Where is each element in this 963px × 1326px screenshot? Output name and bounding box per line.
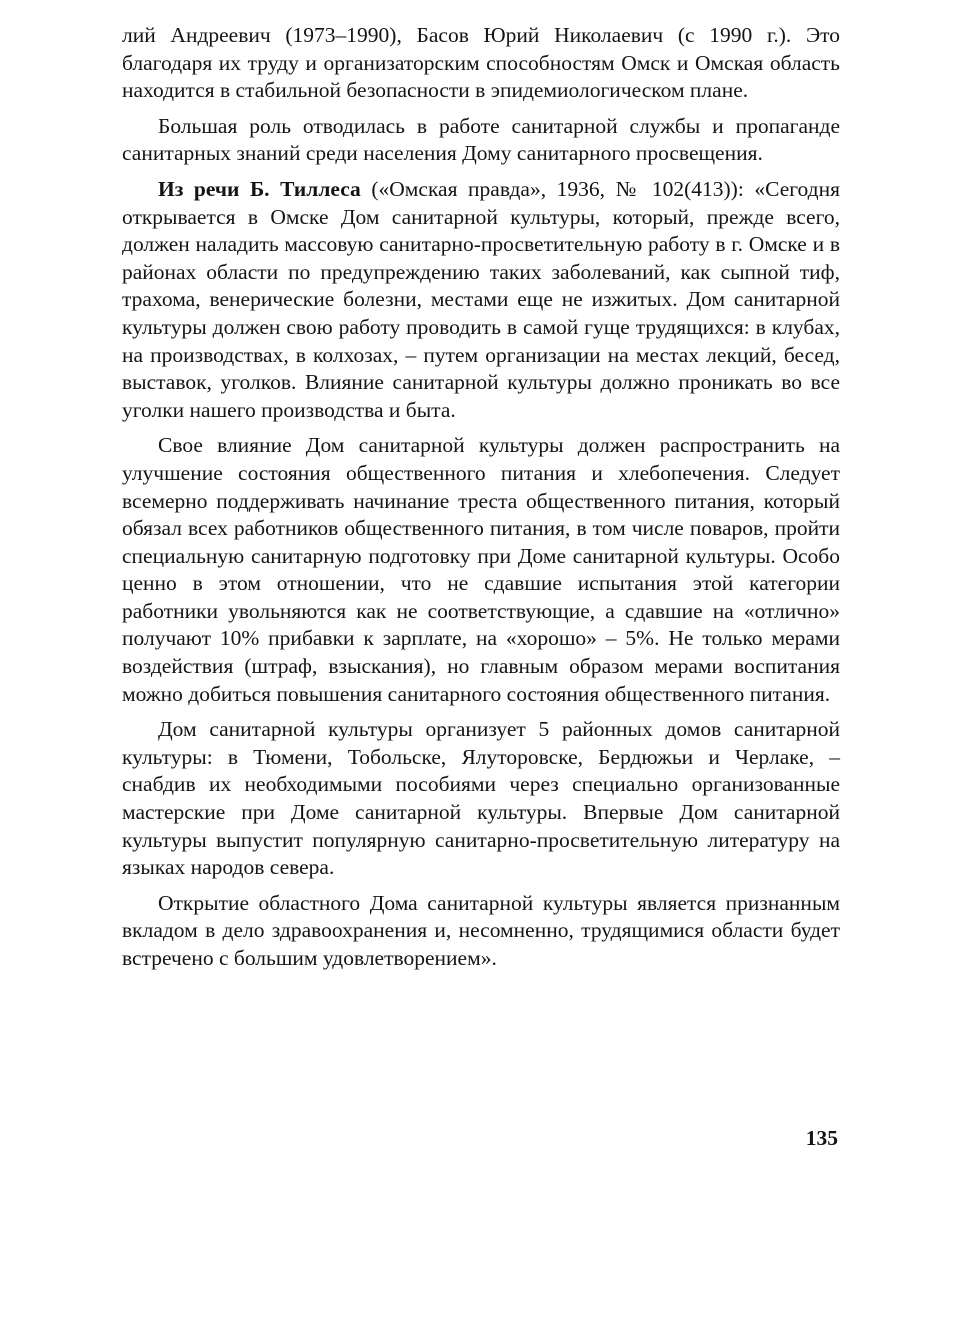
paragraph-3-lead: Из речи Б. Тиллеса	[158, 176, 361, 201]
paragraph-3	[122, 176, 840, 424]
paragraph-4-text: Свое влияние Дом санитарной культуры должен распространить на улучшение состояния общественного питания и хлебопечения. Следует всемерно поддерживать начинание треста общественного питания, который обязал всех работников общественного питания, в том числе поваров, пройти специальную санитарную подготовку при Доме санитарной культуры. Особо ценно в этом отношении, что не сдавшие испытания этой категории работники увольняются как не соответствующие, а сдавшие на «отлично» получают 10% прибавки к зарплате, на «хорошо» – 5%. Не только мерами воздействия (штраф, взыскания), но главным образом мерами воспитания можно добиться повышения санитарного состояния общественного питания.	[122, 433, 840, 706]
page-number: 135	[805, 1126, 838, 1150]
paragraph-1-text: лий Андреевич (1973–1990), Басов Юрий Николаевич (с 1990 г.). Это благодаря их труду и организаторским способностям Омск и Омская область находится в стабильной безопасности в эпидемиологическом плане.	[122, 23, 840, 103]
paragraph-5	[122, 716, 840, 882]
paragraph-6	[122, 890, 840, 973]
document-page	[122, 22, 840, 981]
paragraph-2	[122, 113, 840, 168]
paragraph-5-text: Дом санитарной культуры организует 5 районных домов санитарной культуры: в Тюмени, Тобольске, Ялуторовске, Бердюжьи и Черлаке, – снабдив их необходимыми пособиями через специально организованные мастерские при Доме санитарной культуры. Впервые Дом санитарной культуры выпустит популярную санитарно-просветительную литературу на языках народов севера.	[122, 717, 840, 880]
paragraph-3-text: («Омская правда», 1936, № 102(413)): «Сегодня открывается в Омске Дом санитарной культуры, который, прежде всего, должен наладить массовую санитарно-просветительную работу в г. Омске и в районах области по предупреждению таких заболеваний, как сыпной тиф, трахома, венерические болезни, местами еще не изжитых. Дом санитарной культуры должен свою работу проводить в самой гуще трудящихся: в клубах, на производствах, в колхозах, – путем организации на местах лекций, бесед, выставок, уголков. Влияние санитарной культуры должно проникать во все уголки нашего производства и быта.	[122, 176, 840, 422]
paragraph-6-text: Открытие областного Дома санитарной культуры является признанным вкладом в дело здравоохранения и, несомненно, трудящимися области будет встречено с большим удовлетворением».	[122, 890, 840, 970]
paragraph-4	[122, 432, 840, 708]
paragraph-1	[122, 22, 840, 105]
paragraph-2-text: Большая роль отводилась в работе санитарной службы и пропаганде санитарных знаний среди населения Дому санитарного просвещения.	[122, 113, 840, 166]
